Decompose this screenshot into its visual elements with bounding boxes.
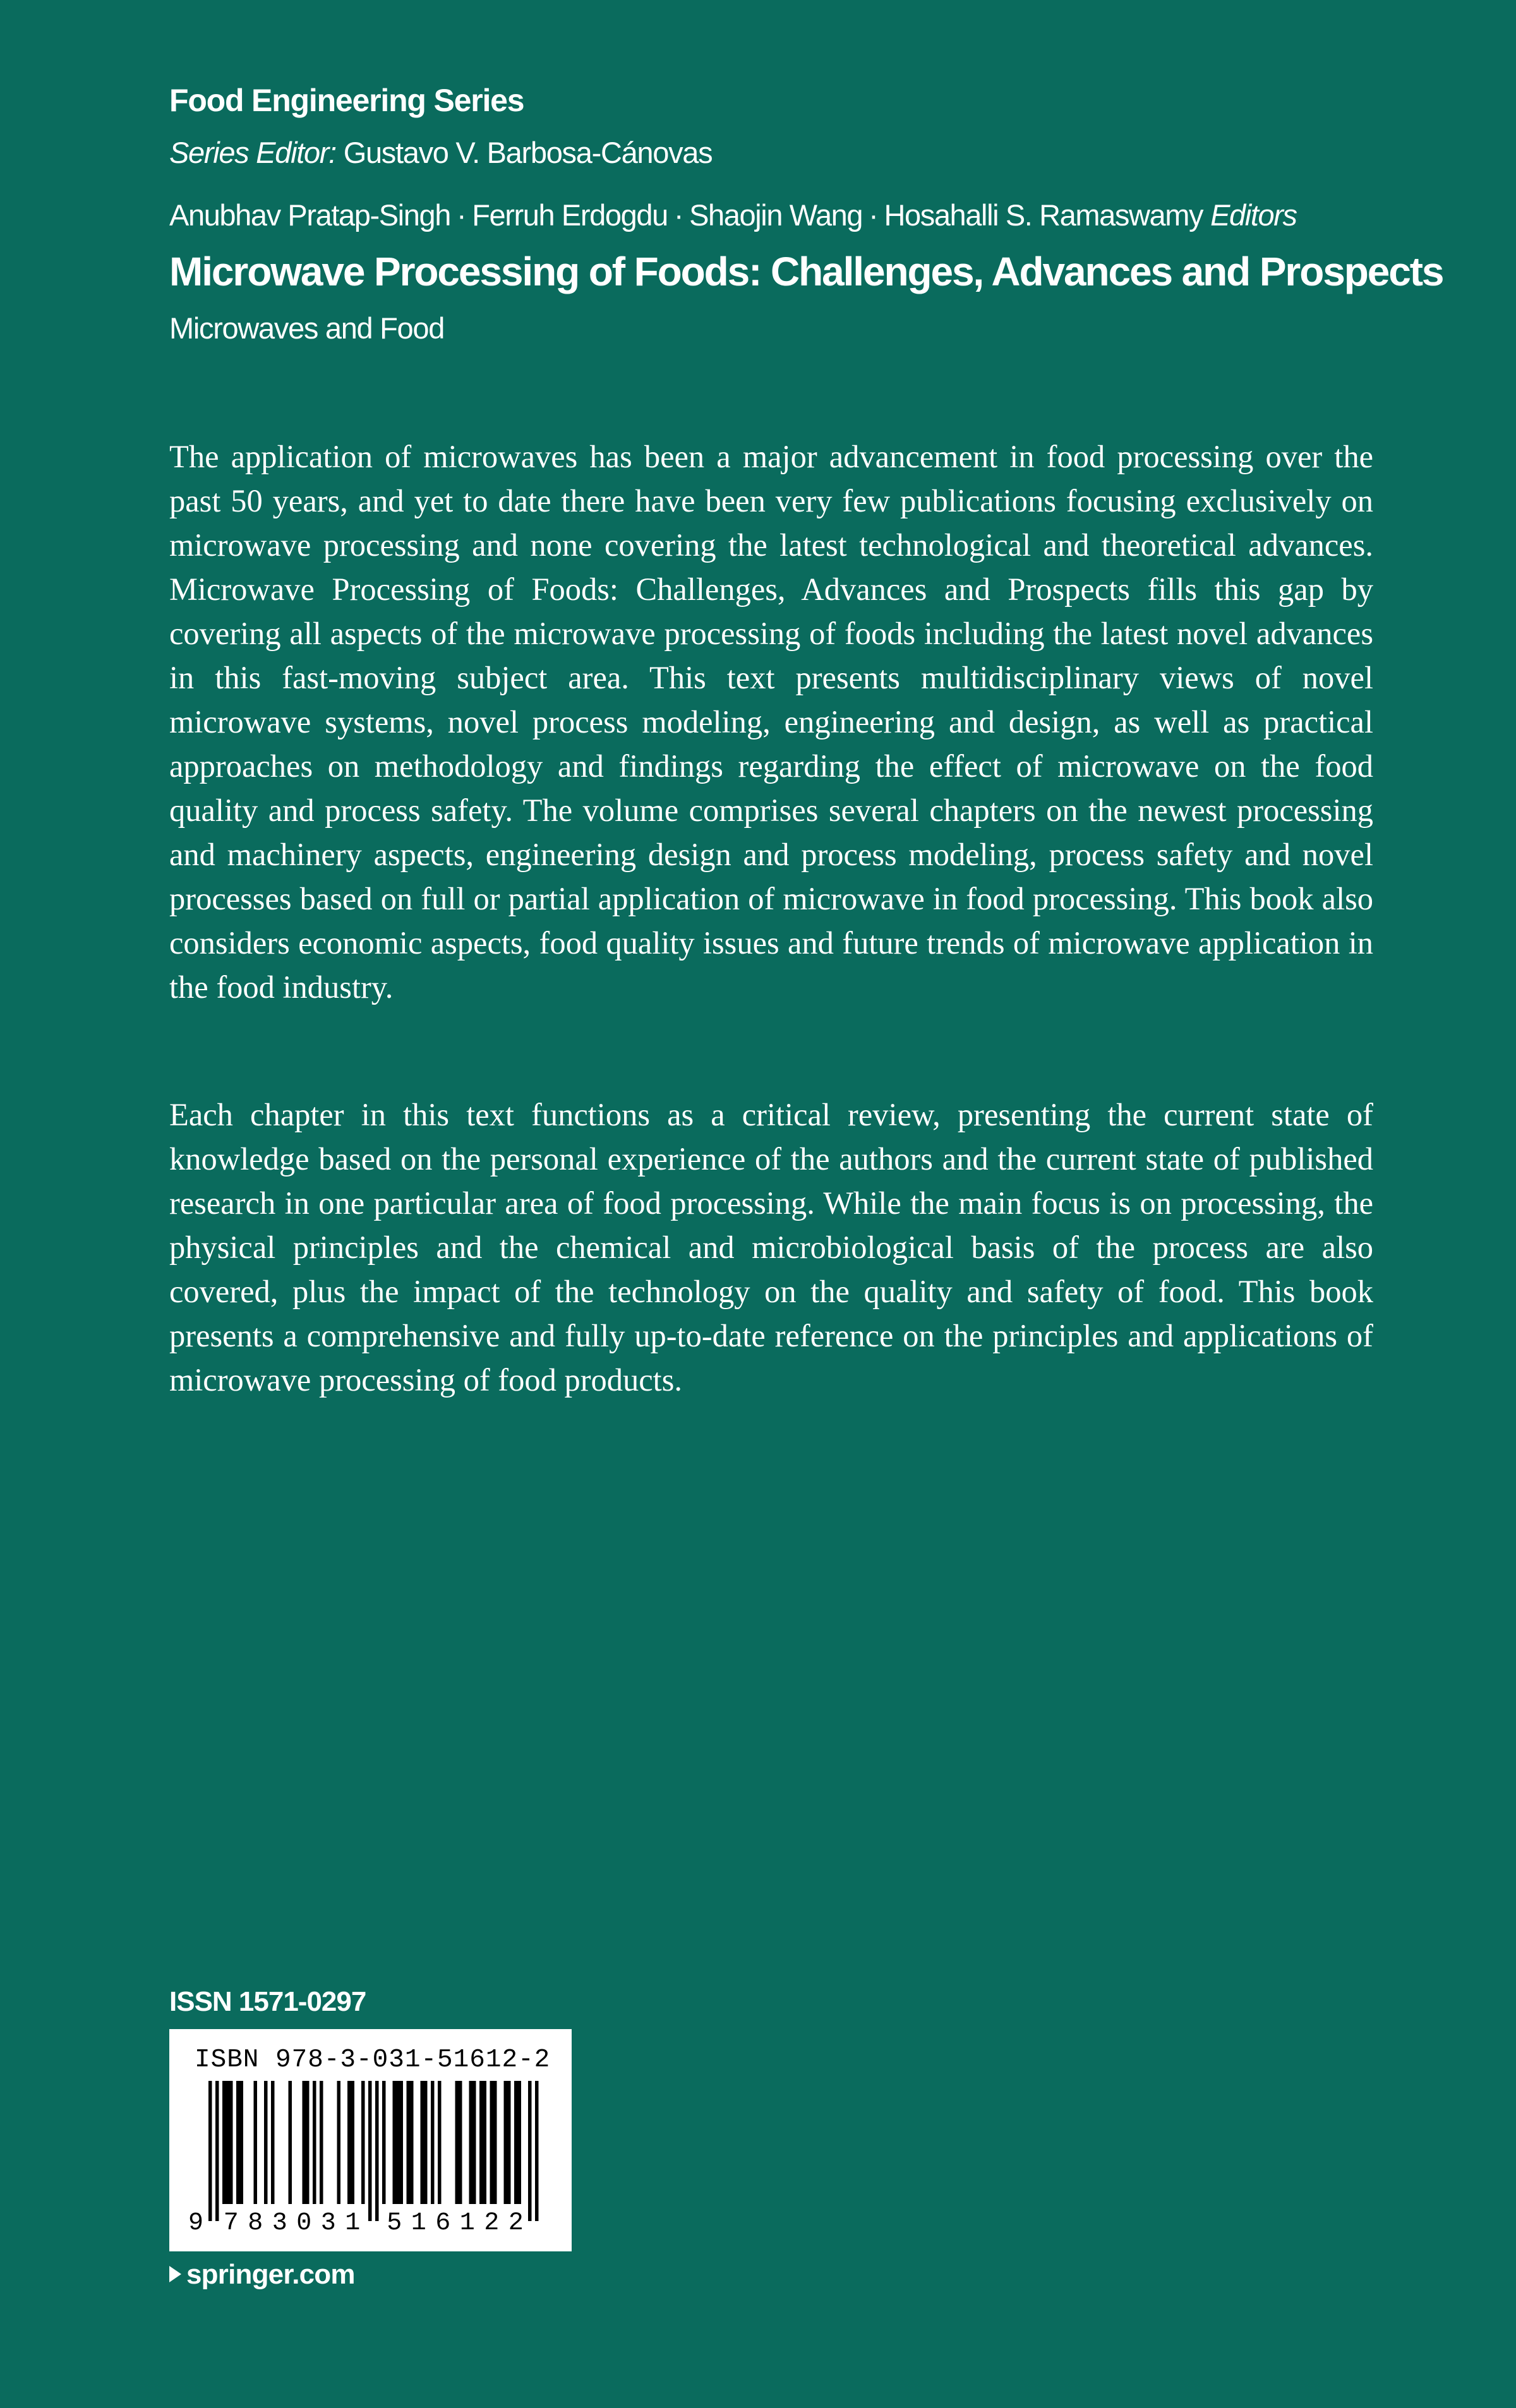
description-paragraph: Each chapter in this text functions as a critical review, presenting the current state of knowledge based on the personal experience of the authors and the current state of published research in one particular area of food processing. While the main focus is on processing, the physical principles and the chemical and microbiological basis of the process are also covered, plus the impact of the technology on the quality and safety of food. This book presents a comprehensive and fully up-to-date reference on the principles and applications of microwave processing of food products. <box>169 1097 1373 1398</box>
barcode-bar <box>361 2081 365 2204</box>
barcode-bar <box>514 2081 518 2204</box>
barcode-bar <box>535 2081 539 2221</box>
barcode-digit: 2 <box>508 2209 524 2237</box>
barcode-bar <box>479 2081 483 2204</box>
barcode-digit: 9 <box>188 2209 204 2237</box>
book-editors <box>169 198 1297 232</box>
barcode-bar <box>226 2081 230 2204</box>
barcode-bar <box>382 2081 386 2204</box>
barcode-bar <box>368 2081 372 2221</box>
barcode-digit: 1 <box>459 2209 475 2237</box>
barcode-bar <box>222 2081 226 2204</box>
publisher-url: springer.com <box>186 2259 355 2290</box>
barcode-bar <box>400 2081 404 2204</box>
barcode-bar <box>375 2081 379 2221</box>
barcode-bar <box>320 2081 323 2204</box>
barcode-bar <box>351 2081 355 2204</box>
barcode-bar <box>215 2081 219 2221</box>
series-editor-label: Series Editor: <box>169 136 336 169</box>
barcode-bar <box>271 2081 275 2204</box>
barcode-bar <box>229 2081 233 2204</box>
barcode-digit: 5 <box>387 2209 402 2237</box>
barcode-bar <box>518 2081 522 2204</box>
barcode-bar <box>483 2081 487 2204</box>
barcode-bar <box>504 2081 508 2204</box>
isbn-barcode <box>169 2029 572 2251</box>
barcode-bar <box>347 2081 351 2204</box>
barcode-digit: 6 <box>435 2209 451 2237</box>
editor-name: Shaojin Wang <box>689 198 863 232</box>
publisher-link[interactable] <box>169 2259 355 2291</box>
series-editor <box>169 135 712 170</box>
barcode-bar <box>410 2081 414 2204</box>
barcode-digit: 0 <box>296 2209 312 2237</box>
barcode-bar <box>264 2081 268 2204</box>
barcode-bar <box>337 2081 341 2204</box>
description-paragraph: The application of microwaves has been a major advancement in food processing over the past 50 years, and yet to date there have been very few publications focusing exclusively on microwave processing and none covering the latest technological and theoretical advances. Microwave Processing of Foods: Challenges, Advances and Prospects fills this gap by covering all aspects of the microwave processing of foods including the latest novel advances in this fast-moving subject area. This text presents multidisciplinary views of novel microwave systems, novel process modeling, engineering and design, as well as practical approaches on methodology and findings regarding the effect of microwave on the food quality and process safety. The volume comprises several chapters on the newest processing and machinery aspects, engineering design and process modeling, process safety and novel processes based on full or partial application of microwave in food processing. This book also considers economic aspects, food quality issues and future trends of microwave application in the food industry. <box>169 439 1373 1005</box>
barcode-bar <box>421 2081 424 2204</box>
editor-name: Ferruh Erdogdu <box>472 198 668 232</box>
book-subtitle: Microwaves and Food <box>169 311 445 345</box>
barcode-bar <box>455 2081 459 2204</box>
barcode-bar <box>472 2081 476 2204</box>
editor-name: Anubhav Pratap-Singh <box>169 198 450 232</box>
editors-role: Editors <box>1210 198 1297 232</box>
isbn-label: ISBN 978-3-031-51612-2 <box>195 2046 551 2075</box>
barcode-bar <box>236 2081 240 2204</box>
barcode-bar <box>459 2081 462 2204</box>
barcode-bar <box>254 2081 258 2204</box>
barcode-bar <box>493 2081 497 2204</box>
barcode-bar <box>469 2081 473 2204</box>
book-title: Microwave Processing of Foods: Challenges, Advances and Prospects <box>169 249 1443 294</box>
editor-separator: · <box>456 198 466 232</box>
arrow-right-icon <box>169 2266 181 2282</box>
barcode-bar <box>396 2081 400 2204</box>
barcode-bar <box>438 2081 442 2204</box>
barcode-bar <box>208 2081 212 2221</box>
barcode-bar <box>424 2081 428 2204</box>
series-editor-name: Gustavo V. Barbosa-Cánovas <box>343 136 713 169</box>
barcode-bar <box>240 2081 244 2204</box>
barcode-digit: 3 <box>272 2209 287 2237</box>
barcode-bar <box>393 2081 397 2204</box>
barcode-bar <box>490 2081 494 2204</box>
editor-separator: · <box>673 198 683 232</box>
barcode-digit: 1 <box>345 2209 361 2237</box>
barcode-digit: 2 <box>484 2209 500 2237</box>
barcode-bar <box>303 2081 306 2204</box>
series-title: Food Engineering Series <box>169 83 524 118</box>
barcode-bar <box>289 2081 292 2204</box>
barcode-bar <box>431 2081 435 2204</box>
barcode-digit: 3 <box>320 2209 336 2237</box>
barcode-bar <box>407 2081 411 2204</box>
issn: ISSN 1571-0297 <box>169 1986 366 2017</box>
barcode-bar <box>507 2081 511 2204</box>
barcode-bar <box>306 2081 310 2204</box>
editor-separator: · <box>869 198 878 232</box>
editor-name: Hosahalli S. Ramaswamy <box>884 198 1203 232</box>
barcode-bar <box>313 2081 316 2204</box>
barcode-digit: 8 <box>248 2209 263 2237</box>
barcode-bar <box>528 2081 532 2221</box>
barcode-digit: 1 <box>411 2209 426 2237</box>
barcode-digit: 7 <box>223 2209 239 2237</box>
